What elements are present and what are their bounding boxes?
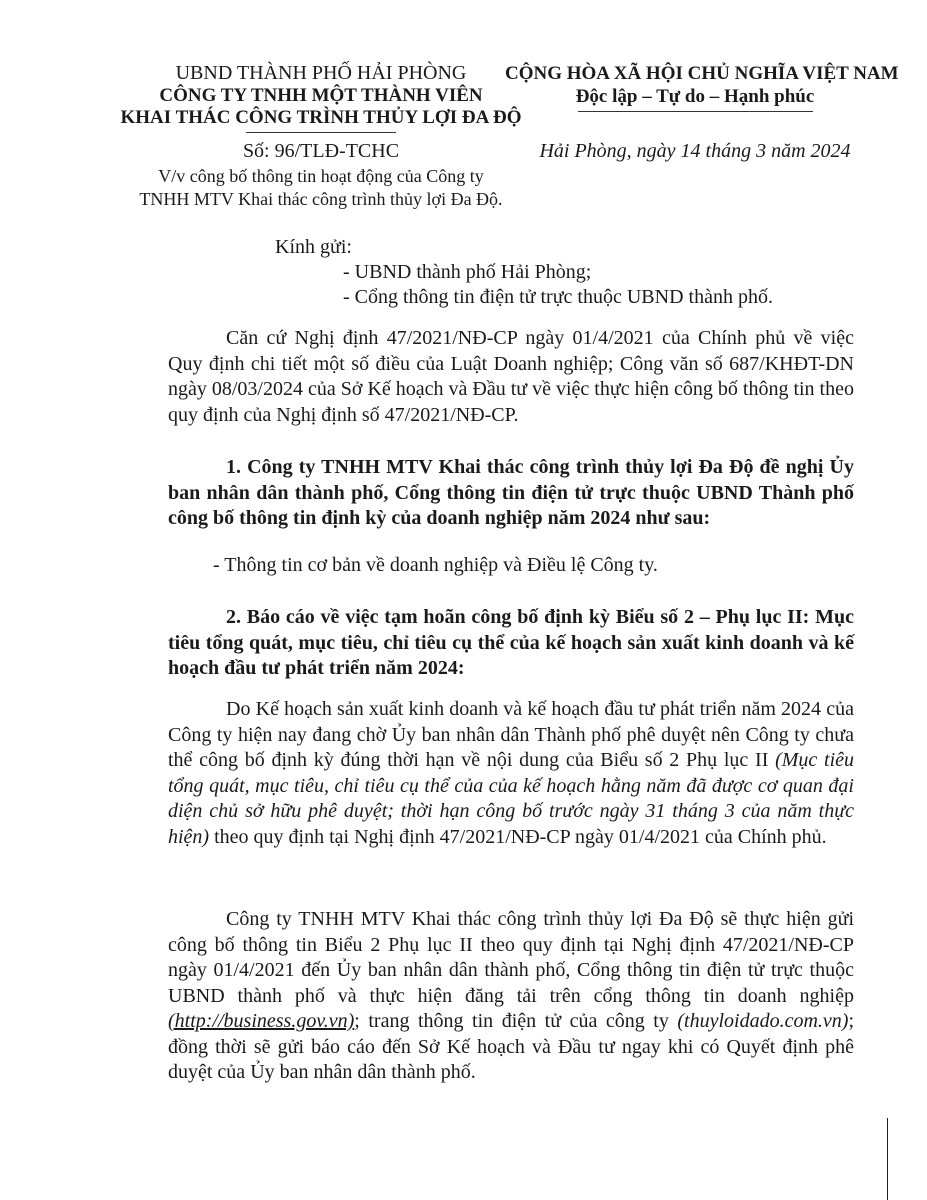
- national-title: CỘNG HÒA XÃ HỘI CHỦ NGHĨA VIỆT NAM: [505, 63, 899, 84]
- section-2-text: 2. Báo cáo về việc tạm hoãn công bố định kỳ Biểu số 2 – Phụ lục II: Mục tiêu tổng quát, mục tiêu, chỉ tiêu cụ thể của kế hoạch sản xuất kinh doanh và kế hoạch đầu tư phát triển năm 2024:: [168, 606, 854, 679]
- national-motto: Độc lập – Tự do – Hạnh phúc: [575, 86, 815, 107]
- issuer-name-line1: CÔNG TY TNHH MỘT THÀNH VIÊN: [159, 85, 483, 106]
- document-subject: [115, 165, 527, 211]
- recipient-item: - Cổng thông tin điện tử trực thuộc UBND thành phố.: [343, 286, 773, 308]
- subject-line-1: V/v công bố thông tin hoạt động của Công ty: [158, 166, 484, 186]
- subject-line-2: TNHH MTV Khai thác công trình thủy lợi Đa Độ.: [139, 189, 503, 209]
- business-portal-link[interactable]: (http://business.gov.vn): [168, 1010, 355, 1032]
- section-1-item: [168, 553, 854, 579]
- commitment-text-c: ; đồng thời sẽ gửi báo cáo đến Sở Kế hoạch và Đầu tư ngay khi có Quyết định phê duyệt của Ủy ban nhân dân thành phố.: [168, 1010, 854, 1083]
- commitment-text-a: Công ty TNHH MTV Khai thác công trình thủy lợi Đa Độ sẽ thực hiện gửi công bố thông tin Biểu 2 Phụ lục II theo quy định tại Nghị định 47/2021/NĐ-CP ngày 01/4/2021 đến Ủy ban nhân dân thành phố, Cổng thông tin điện tử trực thuộc UBND thành phố và thực hiện đăng tải trên cổng thông tin doanh nghiệp: [168, 908, 854, 1007]
- issuer-parent: UBND THÀNH PHỐ HẢI PHÒNG: [175, 62, 467, 84]
- legal-basis-paragraph: [168, 326, 854, 428]
- issuer-name-line2: KHAI THÁC CÔNG TRÌNH THỦY LỢI ĐA ĐỘ: [120, 107, 522, 128]
- recipients-label: Kính gửi:: [275, 236, 352, 258]
- postponement-paragraph: [168, 697, 854, 850]
- document-number: Số: 96/TLĐ-TCHC: [242, 140, 400, 162]
- company-website: (thuyloidado.com.vn): [677, 1010, 849, 1032]
- document-date: Hải Phòng, ngày 14 tháng 3 năm 2024: [539, 140, 851, 162]
- postponement-text-a: Do Kế hoạch sản xuất kinh doanh và kế hoạch đầu tư phát triển năm 2024 của Công ty hiện nay đang chờ Ủy ban nhân dân Thành phố phê duyệt nên Công ty chưa thể công bố định kỳ đúng thời hạn về nội dung của Biểu số 2 Phụ lục II: [168, 698, 854, 771]
- issuer-block: [115, 62, 527, 133]
- recipient-item: - UBND thành phố Hải Phòng;: [343, 261, 592, 283]
- section-1-item-text: - Thông tin cơ bản về doanh nghiệp và Điều lệ Công ty.: [213, 554, 658, 576]
- commitment-paragraph: [168, 907, 854, 1086]
- section-1-text: 1. Công ty TNHH MTV Khai thác công trình thủy lợi Đa Độ đề nghị Ủy ban nhân dân thành phố, Cổng thông tin điện tử trực thuộc UBND Thành phố công bố thông tin định kỳ của doanh nghiệp năm 2024 như sau:: [168, 456, 854, 529]
- section-1-heading: [168, 455, 854, 532]
- commitment-text-b: ; trang thông tin điện tử của công ty: [354, 1010, 678, 1032]
- postponement-text-b: theo quy định tại Nghị định 47/2021/NĐ-CP ngày 01/4/2021 của Chính phủ.: [209, 825, 827, 848]
- legal-basis-text: Căn cứ Nghị định 47/2021/NĐ-CP ngày 01/4/2021 của Chính phủ về việc Quy định chi tiết một số điều của Luật Doanh nghiệp; Công văn số 687/KHĐT-DN ngày 08/03/2024 của Sở Kế hoạch và Đầu tư về việc thực hiện công bố thông tin theo quy định của Nghị định số 47/2021/NĐ-CP.: [168, 327, 854, 426]
- postponement-text-italic: (Mục tiêu tổng quát, mục tiêu, chỉ tiêu cụ thể của của kế hoạch hằng năm đã được cơ quan đại diện chủ sở hữu phê duyệt; thời hạn công bố trước ngày 31 tháng 3 của năm thực hiện): [168, 749, 855, 848]
- issuer-underline: [246, 132, 396, 133]
- scan-margin-line: [887, 1118, 888, 1200]
- motto-underline: [578, 111, 813, 112]
- national-motto-block: [505, 62, 899, 112]
- section-2-heading: [168, 605, 854, 682]
